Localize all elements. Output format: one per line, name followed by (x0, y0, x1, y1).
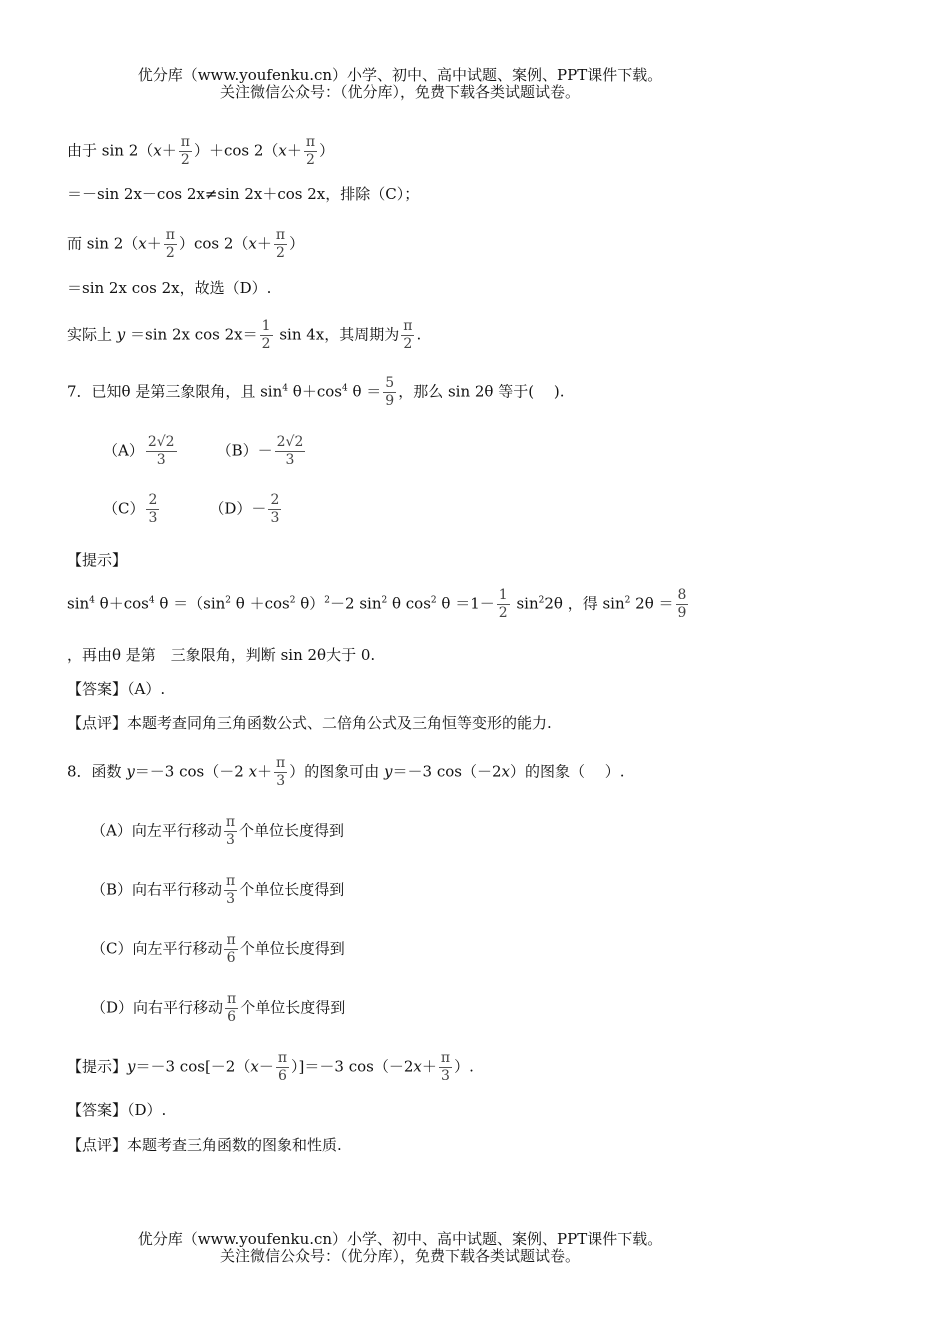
superscript: 2 (538, 595, 545, 606)
superscript: 2 (381, 595, 388, 606)
superscript: 2 (624, 595, 631, 606)
text: θ ＋cos (231, 594, 290, 613)
numerator: 1 (498, 587, 508, 603)
text: ＋ (256, 234, 272, 253)
denominator: 2 (165, 245, 175, 261)
denominator: 3 (226, 891, 236, 907)
var-x: x (138, 234, 147, 253)
denominator: 3 (441, 1068, 450, 1084)
fraction-pi-over-3 (224, 814, 237, 849)
text: ＝－3 cos（－2 (392, 762, 502, 781)
text: θ＋cos (94, 594, 149, 613)
fraction-1-over-2 (260, 318, 273, 353)
var-x: x (153, 141, 162, 160)
hint-label: 【提示】 (67, 1057, 128, 1076)
question-7-options-ab (103, 434, 307, 469)
page-footer (0, 1231, 800, 1265)
footer-line-2: 关注微信公众号：（优分库），免费下载各类试题试卷。 (219, 1247, 580, 1265)
text: 而 sin 2（ (67, 234, 139, 253)
text: ＋ (421, 1057, 437, 1076)
fraction-pi-over-3 (274, 755, 287, 790)
fraction-pi-over-6 (225, 991, 238, 1026)
solution-line-2: ＝－sin 2x－cos 2x≠sin 2x＋cos 2x，排除（C）； (67, 185, 420, 203)
superscript: 4 (89, 595, 95, 606)
denominator: 6 (277, 1068, 287, 1084)
denominator: 2 (276, 245, 285, 261)
text: 8．函数 (67, 762, 127, 781)
fraction-pi-over-6 (276, 1050, 289, 1085)
text: ）的图象可由 (289, 762, 385, 781)
text: ） (289, 234, 305, 253)
text: ＝－3 cos[－2（ (135, 1057, 251, 1076)
denominator: 2 (261, 336, 271, 352)
denominator: 3 (285, 452, 295, 468)
text: ） (319, 141, 335, 160)
var-x: x (501, 762, 510, 781)
text: 由于 sin 2（ (67, 141, 154, 160)
text: ，那么 sin 2θ 等于( ). (398, 382, 565, 401)
text: sin (511, 594, 539, 613)
hint-7-formula (67, 587, 690, 622)
option-c-label: （C）向左平行移动 (91, 939, 223, 958)
fraction-pi-over-3 (439, 1050, 452, 1085)
option-d-label: （D）向右平行移动 (91, 998, 224, 1017)
var-y: y (116, 325, 126, 344)
numerator: 8 (677, 587, 687, 603)
denominator: 2 (180, 152, 190, 168)
text: θ ＝ (347, 382, 382, 401)
fraction-pi-over-2 (179, 134, 192, 169)
question-8-option-d (91, 991, 345, 1026)
text: ）＋cos 2（ (193, 141, 279, 160)
fraction-pi-over-6 (224, 932, 237, 967)
fraction-2root2-over-3 (275, 434, 306, 469)
text: 个单位长度得到 (239, 880, 345, 899)
numerator: π (276, 755, 286, 771)
numerator: π (226, 873, 236, 889)
solution-line-5 (67, 318, 421, 353)
var-y: y (127, 1057, 136, 1076)
superscript: 4 (282, 383, 289, 394)
numerator: π (305, 134, 316, 150)
fraction-pi-over-2 (164, 227, 177, 262)
denominator: 3 (225, 832, 235, 848)
text: 实际上 (67, 325, 117, 344)
text: ＋ (161, 141, 177, 160)
fraction-pi-over-2 (304, 134, 317, 169)
superscript: 2 (324, 595, 331, 606)
question-7 (67, 375, 564, 410)
text: 个单位长度得到 (240, 998, 346, 1017)
numerator: 2√2 (276, 434, 304, 450)
solution-line-4: ＝sin 2x cos 2x，故选（D）. (67, 279, 272, 297)
denominator: 9 (677, 605, 687, 621)
fraction-pi-over-2 (401, 318, 414, 353)
var-y: y (384, 762, 393, 781)
text: θ＋cos (288, 382, 342, 401)
text: sin (67, 594, 90, 613)
text: . (416, 325, 422, 344)
text: ）. (454, 1057, 474, 1076)
fraction-pi-over-2 (274, 227, 287, 262)
numerator: π (180, 134, 190, 150)
text: 2θ ，得 sin (544, 594, 625, 613)
option-c-label: （C） (103, 499, 145, 518)
denominator: 2 (498, 605, 508, 621)
superscript: 4 (148, 595, 155, 606)
question-8-option-c (91, 932, 345, 967)
fraction-2root2-over-3 (146, 434, 177, 469)
solution-line-3 (67, 227, 304, 262)
text: 7．已知θ 是第三象限角，且 sin (67, 382, 283, 401)
text: 个单位长度得到 (239, 821, 345, 840)
solution-line-1 (67, 134, 334, 169)
numerator: π (440, 1050, 451, 1066)
denominator: 3 (276, 773, 286, 789)
text: ＝－3 cos（－2 (134, 762, 249, 781)
comment-8: 【点评】本题考查三角函数的图象和性质. (67, 1136, 342, 1154)
fraction-pi-over-3 (224, 873, 237, 908)
numerator: π (227, 991, 237, 1007)
denominator: 9 (385, 393, 395, 409)
text: θ ＝（sin (154, 594, 226, 613)
question-8-option-a (91, 814, 344, 849)
text: ＋ (257, 762, 273, 781)
numerator: 1 (261, 318, 271, 334)
denominator: 3 (270, 510, 280, 526)
text: 2θ ＝ (630, 594, 674, 613)
option-b-label: （B）－ (216, 441, 273, 460)
var-y: y (126, 762, 135, 781)
hint-label-7: 【提示】 (67, 551, 128, 569)
footer-line-1: 优分库（www.youfenku.cn）小学、初中、高中试题、案例、PPT课件下载。 (137, 1230, 663, 1248)
text: sin 4x，其周期为 (274, 325, 400, 344)
superscript: 4 (341, 383, 348, 394)
numerator: π (403, 318, 413, 334)
fraction-8-over-9 (676, 587, 689, 622)
numerator: π (225, 814, 236, 830)
option-a-label: （A）向左平行移动 (91, 821, 222, 840)
text: ）cos 2（ (178, 234, 249, 253)
var-x: x (413, 1057, 422, 1076)
numerator: 5 (385, 375, 395, 391)
comment-7: 【点评】本题考查同角三角函数公式、二倍角公式及三角恒等变形的能力. (67, 714, 552, 732)
fraction-2-over-3 (268, 492, 281, 527)
text: 个单位长度得到 (239, 939, 345, 958)
superscript: 2 (225, 595, 232, 606)
hint-8 (67, 1050, 474, 1085)
option-a-label: （A） (103, 441, 144, 460)
text: － (258, 1057, 274, 1076)
page-header (0, 67, 800, 101)
numerator: π (275, 227, 286, 243)
superscript: 2 (289, 595, 296, 606)
numerator: π (226, 932, 236, 948)
fraction-2-over-3 (146, 492, 159, 527)
fraction-1-over-2 (497, 587, 510, 622)
text: ）]＝－3 cos（－2 (291, 1057, 414, 1076)
numerator: 2√2 (147, 434, 175, 450)
text: ＋ (146, 234, 162, 253)
text: θ cos (387, 594, 431, 613)
var-x: x (278, 141, 287, 160)
var-x: x (248, 762, 258, 781)
option-d-label: （D）－ (209, 499, 267, 518)
text: ＋ (286, 141, 302, 160)
question-7-options-cd (103, 492, 283, 527)
header-line-1: 优分库（www.youfenku.cn）小学、初中、高中试题、案例、PPT课件下载。 (137, 66, 663, 84)
denominator: 6 (227, 1009, 237, 1025)
numerator: 2 (270, 492, 280, 508)
text: θ ＝1－ (436, 594, 495, 613)
option-b-label: （B）向右平行移动 (91, 880, 223, 899)
denominator: 3 (148, 510, 158, 526)
text: θ） (295, 594, 325, 613)
answer-8: 【答案】（D）. (67, 1101, 167, 1119)
fraction-5-over-9 (383, 375, 396, 410)
denominator: 2 (403, 336, 413, 352)
hint-7-continuation: ，再由θ 是第 三象限角，判断 sin 2θ大于 0. (67, 646, 376, 664)
denominator: 3 (156, 452, 166, 468)
question-8 (67, 755, 625, 790)
numerator: π (277, 1050, 288, 1066)
question-8-option-b (91, 873, 344, 908)
denominator: 6 (226, 950, 236, 966)
answer-7: 【答案】（A）. (67, 680, 166, 698)
text: ＝sin 2x cos 2x＝ (125, 325, 258, 344)
text: ）的图象（ ）. (509, 762, 625, 781)
denominator: 2 (306, 152, 315, 168)
var-x: x (250, 1057, 259, 1076)
numerator: 2 (148, 492, 158, 508)
header-line-2: 关注微信公众号：（优分库），免费下载各类试题试卷。 (219, 83, 580, 101)
superscript: 2 (430, 595, 437, 606)
numerator: π (165, 227, 175, 243)
text: －2 sin (330, 594, 382, 613)
var-x: x (248, 234, 257, 253)
